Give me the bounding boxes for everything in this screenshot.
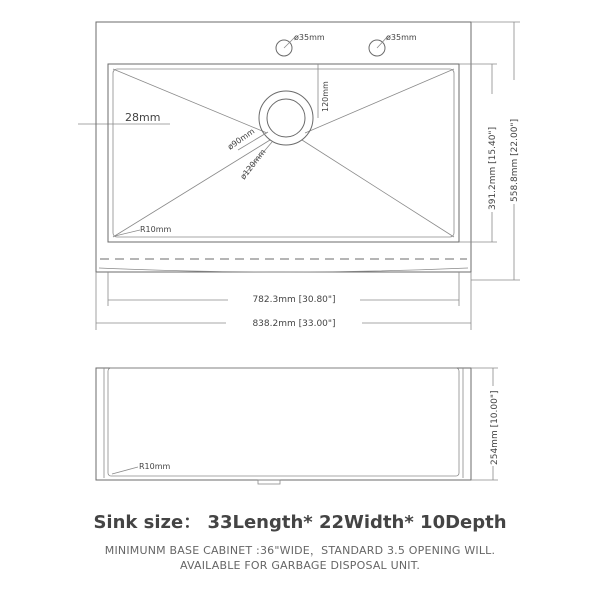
drain-inner-label: ø90mm: [225, 126, 257, 152]
cabinet-note: MINIMUNM BASE CABINET :36"WIDE，STANDARD 3.5 OPENING WILL.: [104, 544, 496, 557]
side-view: [96, 368, 500, 484]
inner-width-label: 782.3mm [30.80"]: [252, 295, 336, 305]
leader-line: [112, 467, 138, 474]
corner-radius-side-label: R10mm: [139, 462, 171, 471]
corner-radius-top-label: R10mm: [140, 225, 172, 234]
drain-offset-label: 120mm: [321, 81, 330, 112]
drain-stub: [258, 480, 280, 484]
hole-right-label: ø35mm: [386, 33, 417, 42]
outer-width-label: 838.2mm [33.00"]: [252, 319, 336, 329]
sink-outer-outline: [96, 22, 471, 272]
sink-size-headline: Sink size： 33Length* 22Width* 10Depth: [93, 512, 507, 533]
slope-line: [302, 140, 454, 237]
disposal-note: AVAILABLE FOR GARBAGE DISPOSAL UNIT.: [179, 559, 421, 572]
drain-outer-label: ø120mm: [238, 147, 268, 182]
apron-front-curve: [99, 268, 468, 272]
drain-inner-circle: [267, 99, 305, 137]
ledge-label: 28mm: [125, 111, 161, 124]
slope-line: [113, 140, 270, 237]
outer-depth-label: 558.8mm [22.00"]: [510, 118, 520, 202]
bowl-height-label: 254mm [10.00"]: [490, 390, 500, 465]
inner-depth-label: 391.2mm [15.40"]: [488, 126, 498, 210]
sink-bowl-inner: [113, 69, 454, 237]
top-view: [78, 22, 521, 330]
hole-left-label: ø35mm: [294, 33, 325, 42]
side-bowl-inner: [108, 368, 459, 476]
